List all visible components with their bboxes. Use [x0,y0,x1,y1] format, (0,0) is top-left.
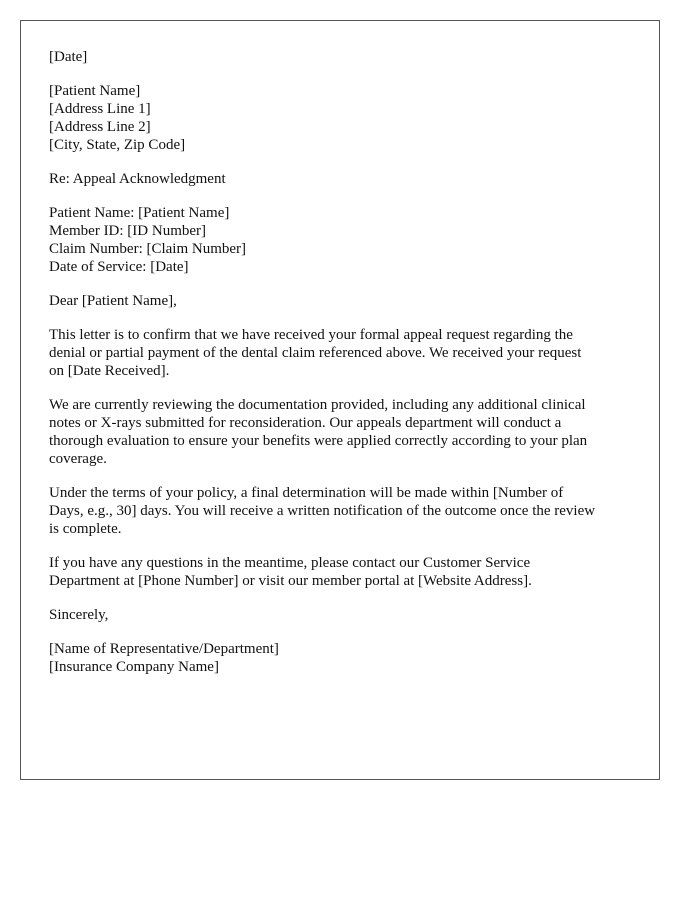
detail-patient-name: Patient Name: [Patient Name] [49,205,230,221]
subject-block [49,170,631,188]
detail-claim-number: Claim Number: [Claim Number] [49,241,247,257]
body-paragraph-4 [49,554,631,590]
body-paragraph-2 [49,396,631,468]
recipient-address-line-2: [Address Line 2] [49,119,151,135]
detail-date-of-service: Date of Service: [Date] [49,259,189,275]
paragraph-line: Department at [Phone Number] or visit our member portal at [Website Address]. [49,573,532,589]
paragraph-line: is complete. [49,521,122,537]
letter-date-block [49,48,631,66]
paragraph-line: We are currently reviewing the documentation provided, including any additional clinical [49,397,586,413]
paragraph-line: denial or partial payment of the dental claim referenced above. We received your request [49,345,582,361]
signature-representative: [Name of Representative/Department] [49,641,279,657]
paragraph-line: notes or X-rays submitted for reconsideration. Our appeals department will conduct a [49,415,562,431]
signature-company: [Insurance Company Name] [49,659,219,675]
paragraph-line: Under the terms of your policy, a final determination will be made within [Number of [49,485,564,501]
letter-subject: Re: Appeal Acknowledgment [49,171,226,187]
paragraph-line: Days, e.g., 30] days. You will receive a written notification of the outcome once the review [49,503,596,519]
paragraph-line: thorough evaluation to ensure your benefits were applied correctly according to your plan [49,433,588,449]
recipient-name: [Patient Name] [49,83,141,99]
recipient-city-state-zip: [City, State, Zip Code] [49,137,186,153]
detail-member-id: Member ID: [ID Number] [49,223,207,239]
closing-block [49,606,631,624]
salutation-block [49,292,631,310]
body-paragraph-3 [49,484,631,538]
recipient-address-block [49,82,631,154]
letter-salutation: Dear [Patient Name], [49,293,177,309]
letter-page [20,20,660,780]
paragraph-line: This letter is to confirm that we have received your formal appeal request regarding the [49,327,573,343]
paragraph-line: coverage. [49,451,107,467]
signature-block [49,640,631,676]
paragraph-line: If you have any questions in the meantime, please contact our Customer Service [49,555,531,571]
letter-closing: Sincerely, [49,607,109,623]
claim-details-block [49,204,631,276]
recipient-address-line-1: [Address Line 1] [49,101,151,117]
paragraph-line: on [Date Received]. [49,363,170,379]
body-paragraph-1 [49,326,631,380]
letter-date: [Date] [49,49,88,65]
